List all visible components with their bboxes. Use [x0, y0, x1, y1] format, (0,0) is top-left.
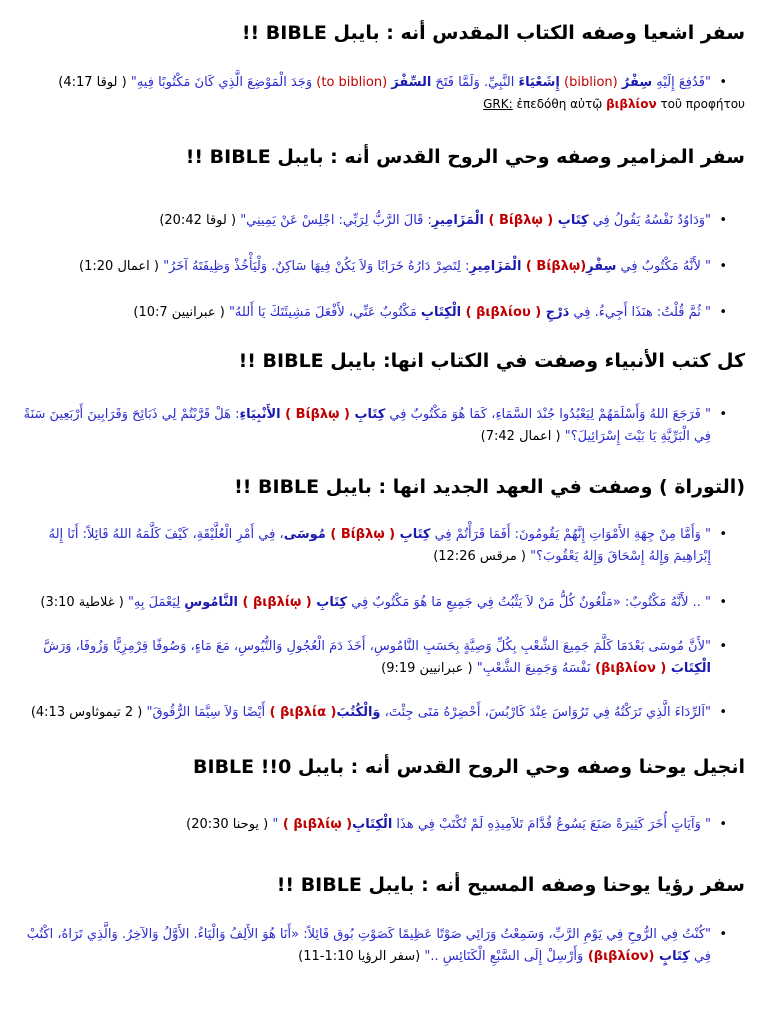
- greek-text: τοῦ προφήτου: [656, 97, 745, 111]
- verse-luke-4-17: [51, 72, 727, 94]
- verse-reference: ( اعمال 7:42): [480, 429, 565, 444]
- verse-text: أَيْضًا وَلاَ سِيَّمَا الرُّقُوقَ": [146, 705, 266, 720]
- verse-hebrews-10-7: [51, 302, 727, 324]
- section-heading-torah: (التوراة ) وصفت في العهد الجديد انها : بايبل BIBLE !!: [234, 476, 745, 498]
- bullet: •: [719, 305, 727, 320]
- bullet: •: [719, 595, 727, 610]
- verse-acts-1-20: [51, 256, 727, 278]
- book-word: وَالْكُتُبَ: [336, 705, 381, 720]
- book-name: مُوسَى: [283, 527, 326, 542]
- section-heading-revelation: سفر رؤيا يوحنا وصفه المسيح أنه : بايبل BIBLE !!: [276, 874, 745, 896]
- verse-reference: ( عبرانيين 10:7): [133, 305, 229, 320]
- section-heading-isaiah: سفر اشعيا وصفه الكتاب المقدس أنه : بايبل BIBLE !!: [241, 22, 745, 44]
- book-word: كِتَابٍ: [659, 949, 690, 964]
- bullet: •: [719, 75, 727, 90]
- book-word: الْكِتَابَ: [670, 661, 711, 676]
- greek-term: ( Βίβλῳ ): [483, 213, 558, 228]
- greek-label: GRK:: [483, 97, 513, 111]
- verse-reference: ( يوحنا 20:30): [186, 817, 273, 832]
- verse-john-20-30: [51, 814, 727, 836]
- verse-reference: ( اعمال 1:20): [79, 259, 164, 274]
- verse-text: "فَدُفِعَ إِلَيْهِ: [652, 75, 711, 90]
- verse-reference: ( 2 تيموثاوس 4:13): [30, 705, 147, 720]
- verse-reference: ( لوقا 20:42): [159, 213, 241, 228]
- verse-text: نَفْسَهُ وَجَمِيعَ الشَّعْبِ": [476, 661, 591, 676]
- book-word: كِتَابِ: [354, 407, 386, 422]
- book-word: السِّفْرَ: [391, 75, 432, 90]
- verse-2timothy-4-13: [21, 702, 727, 724]
- verse-text: "كُنْتُ فِي الرُّوحِ فِي يَوْمِ الرَّبِّ، وَسَمِعْتُ وَرَائِي صَوْتًا عَظِيمًا كَصَوْتِ بُوق قَائِلاً: «أَنَا هُوَ الأَلِفُ وَالْيَاءُ. الأَوَّلُ وَالآخِرُ. وَالَّذِي تَرَاهُ، اكْتُبْ فِي: [26, 927, 711, 964]
- greek-text: ἐπεδόθη αὐτῷ: [512, 97, 607, 111]
- book-name: إِشَعْيَاءَ: [518, 75, 560, 90]
- book-word: دَرْجِ: [545, 305, 570, 320]
- verse-text: ، فِي أَمْرِ الْعُلَّيْقَةِ، كَيْفَ كَلَّمَهُ اللهُ قَائِلاً: أَنَا إِلهُ إِبْرَاهِيمَ وَإِلهُ إِسْحَاقَ وَإِلهُ يَعْقُوبَ؟": [48, 527, 711, 564]
- verse-galatians-3-10: [21, 592, 727, 614]
- greek-term: (βιβλίον): [583, 949, 659, 964]
- book-word: كِتَابِ: [316, 595, 348, 610]
- greek-term: ( βιβλίον): [590, 661, 671, 676]
- verse-text: "اَلرِّدَاءَ الَّذِي تَرَكْتُهُ فِي تَرُوَاسَ عِنْدَ كَارْبُسَ، أَحْضِرْهُ مَتَى جِئْتَ،: [380, 705, 711, 720]
- book-name: الْمَزَامِيرِ: [431, 213, 484, 228]
- verse-text: " لأَنَّهُ مَكْتُوبٌ فِي: [616, 259, 711, 274]
- greek-line: [483, 97, 745, 111]
- greek-term: ( Βίβλῳ ): [280, 407, 355, 422]
- bullet: •: [719, 527, 727, 542]
- book-word: سِفْرُ: [621, 75, 653, 90]
- greek-term: ( βιβλίου ): [461, 305, 546, 320]
- verse-revelation-1-10: [21, 924, 727, 968]
- verse-text: وَجَدَ الْمَوْضِعَ الَّذِي كَانَ مَكْتُوبًا فِيهِ": [130, 75, 313, 90]
- book-word: الْكِتَابِ: [352, 817, 393, 832]
- verse-text: : قَالَ الرَّبُّ لِرَبِّي: اجْلِسْ عَنْ يَمِينِي": [240, 213, 432, 228]
- bullet: •: [719, 705, 727, 720]
- verse-text: مَكْتُوبٌ عَنِّي، لأَفْعَلَ مَشِيئَتَكَ يَا أَللهُ": [228, 305, 421, 320]
- verse-reference: ( غلاطية 3:10): [40, 595, 128, 610]
- verse-text: " .. لأَنَّهُ مَكْتُوبٌ: «مَلْعُونٌ كُلُّ مَنْ لاَ يَثْبُتُ فِي جَمِيعِ مَا هُوَ مَكْتُوبٌ فِي: [347, 595, 711, 610]
- section-heading-prophets: كل كتب الأنبياء وصفت في الكتاب انها: بايبل BIBLE !!: [238, 350, 745, 372]
- verse-hebrews-9-19: [21, 636, 727, 680]
- verse-luke-20-42: [51, 210, 727, 232]
- verse-text: : هَلْ قَرَّبْتُمْ لِي ذَبَائِحَ وَقَرَابِينَ أَرْبَعِينَ سَنَةً فِي الْبَرِّيَّةِ يَا بَيْتَ إِسْرَائِيلَ؟": [23, 407, 711, 444]
- bullet: •: [719, 407, 727, 422]
- book-name: الْكِتَابِ: [420, 305, 462, 320]
- verse-reference: ( عبرانيين 9:19): [381, 661, 477, 676]
- bullet: •: [719, 213, 727, 228]
- book-word: كِتَابِ: [557, 213, 589, 228]
- verse-reference: ( مرقس 12:26): [433, 549, 531, 564]
- bullet: •: [719, 259, 727, 274]
- verse-text: " فَرَجَعَ اللهُ وَأَسْلَمَهُمْ لِيَعْبُدُوا جُنْدَ السَّمَاءِ، كَمَا هُوَ مَكْتُوبٌ فِي: [385, 407, 711, 422]
- greek-term: ( βιβλία ): [265, 705, 337, 720]
- verse-text: " وَآيَاتٍ أُخَرَ كَثِيرَةً صَنَعَ يَسُوعُ قُدَّامَ تَلاَمِيذِهِ لَمْ تُكْتَبْ فِي هذَا: [392, 817, 711, 832]
- verse-acts-7-42: [21, 404, 727, 448]
- book-word: كِتَابِ: [399, 527, 431, 542]
- verse-text: ": [272, 817, 279, 832]
- verse-text: "لأَنَّ مُوسَى بَعْدَمَا كَلَّمَ جَمِيعَ الشَّعْبِ بِكُلِّ وَصِيَّةٍ بِحَسَبِ النَّامُوسِ، أَخَذَ دَمَ الْعُجُولِ وَالتُّيُوسِ، مَعَ مَاءٍ، وَصُوفًا قِرْمِزِيًّا وَزُوفَا، وَرَشَّ: [43, 639, 711, 654]
- greek-term: ( Βίβλῳ ): [325, 527, 400, 542]
- verse-reference: (سفر الرؤيا 1:10-11): [298, 949, 425, 964]
- greek-term: ( βιβλίῳ ): [237, 595, 317, 610]
- verse-text: " ثُمَّ قُلْتُ: هنَذَا أَجِيءُ. فِي: [569, 305, 711, 320]
- verse-text: لِيَعْمَلَ بِهِ": [127, 595, 185, 610]
- section-heading-john: انجيل يوحنا وصفه وحي الروح القدس أنه : بايبل BIBLE !!0: [193, 756, 745, 778]
- greek-term: ( βιβλίῳ ): [278, 817, 353, 832]
- section-heading-psalms: سفر المزامير وصفه وحي الروح القدس أنه : بايبل BIBLE !!: [185, 146, 745, 168]
- greek-term: (to biblion): [312, 75, 392, 90]
- bullet: •: [719, 927, 727, 942]
- verse-reference: ( لوقا 4:17): [58, 75, 131, 90]
- bullet: •: [719, 639, 727, 654]
- book-name: الْمَزَامِيرِ: [469, 259, 522, 274]
- book-name: النَّامُوسِ: [184, 595, 238, 610]
- greek-term: βιβλίον: [606, 97, 657, 111]
- greek-term: (biblion): [559, 75, 622, 90]
- greek-term: (Βίβλῳ ): [521, 259, 587, 274]
- book-word: سِفْرِ: [586, 259, 617, 274]
- book-name: الأَنْبِيَاءِ: [239, 407, 281, 422]
- bullet: •: [719, 817, 727, 832]
- verse-text: وَأَرْسِلْ إِلَى السَّبْعِ الْكَنَائِسِ ..": [424, 949, 584, 964]
- verse-text: "وَدَاوُدُ نَفْسُهُ يَقُولُ فِي: [588, 213, 711, 228]
- verse-text: النَّبِيِّ. وَلَمَّا فَتَحَ: [431, 75, 519, 90]
- verse-mark-12-26: [21, 524, 727, 568]
- verse-text: : لِتَصِرْ دَارُهُ خَرَابًا وَلاَ يَكُنْ فِيهَا سَاكِنٌ. وَلْيَأْخُذْ وَظِيفَتَهُ آخَرُ": [163, 259, 470, 274]
- verse-text: " وَأَمَّا مِنْ جِهَةِ الأَمْوَاتِ إِنَّهُمْ يَقُومُونَ: أَفَمَا قَرَأْتُمْ فِي: [430, 527, 711, 542]
